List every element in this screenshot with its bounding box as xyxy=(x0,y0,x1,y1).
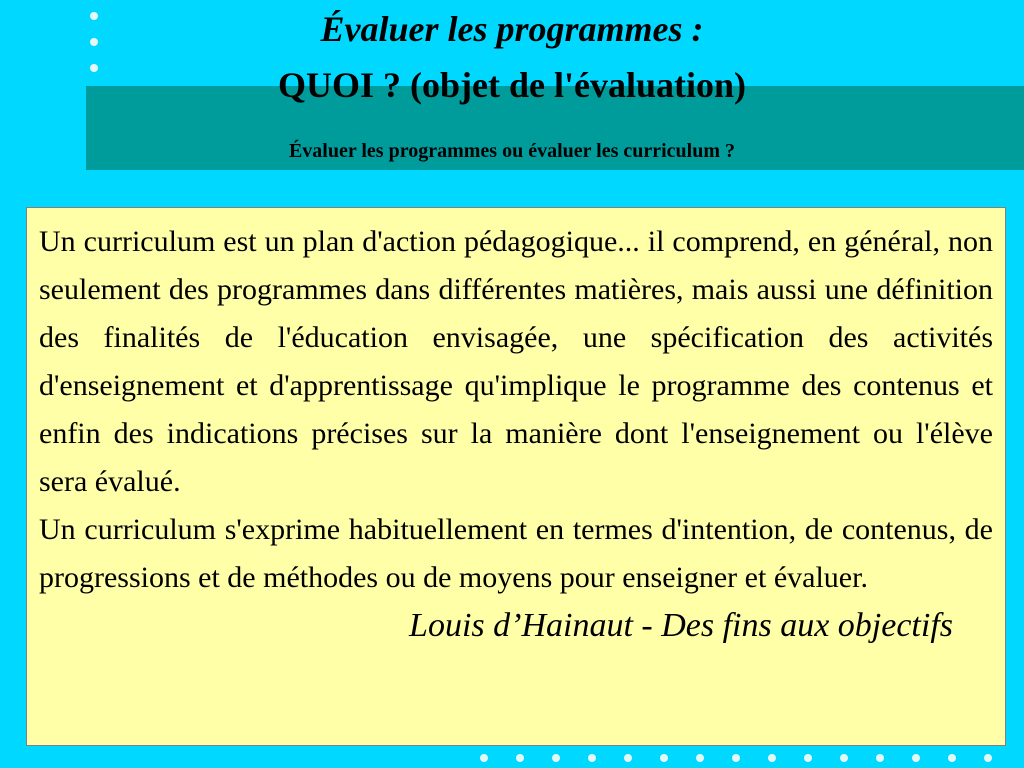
dot-icon xyxy=(732,754,740,762)
dot-icon xyxy=(984,754,992,762)
quote-text-box xyxy=(26,207,1006,746)
dot-icon xyxy=(588,754,596,762)
slide-subtitle: Évaluer les programmes ou évaluer les curriculum ? xyxy=(288,140,736,162)
dot-icon xyxy=(696,754,704,762)
dot-icon xyxy=(912,754,920,762)
attribution: Louis d’Hainaut - Des fins aux objectifs xyxy=(409,607,953,644)
dot-icon xyxy=(840,754,848,762)
dot-icon xyxy=(552,754,560,762)
slide-title-line2: QUOI ? (objet de l'évaluation) xyxy=(278,65,746,105)
slide-title-line1: Évaluer les programmes : xyxy=(320,9,704,49)
decorative-dots-bottom xyxy=(480,752,1000,764)
dot-icon xyxy=(768,754,776,762)
paragraph-1: Un curriculum est un plan d'action pédagogique... il comprend, en général, non seulement des programmes dans différentes matières, mais aussi une définition des finalités de l'éducation envisagée, une spécification des activités d'enseignement et d'apprentissage qu'implique le programme des contenus et enfin des indications précises sur la manière dont l'enseignement ou l'élève sera évalué. xyxy=(39,225,993,498)
dot-icon xyxy=(948,754,956,762)
dot-icon xyxy=(516,754,524,762)
dot-icon xyxy=(480,754,488,762)
dot-icon xyxy=(876,754,884,762)
dot-icon xyxy=(804,754,812,762)
paragraph-2: Un curriculum s'exprime habituellement en termes d'intention, de contenus, de progressions et de méthodes ou de moyens pour enseigner et évaluer. xyxy=(39,513,993,594)
dot-icon xyxy=(660,754,668,762)
dot-icon xyxy=(624,754,632,762)
